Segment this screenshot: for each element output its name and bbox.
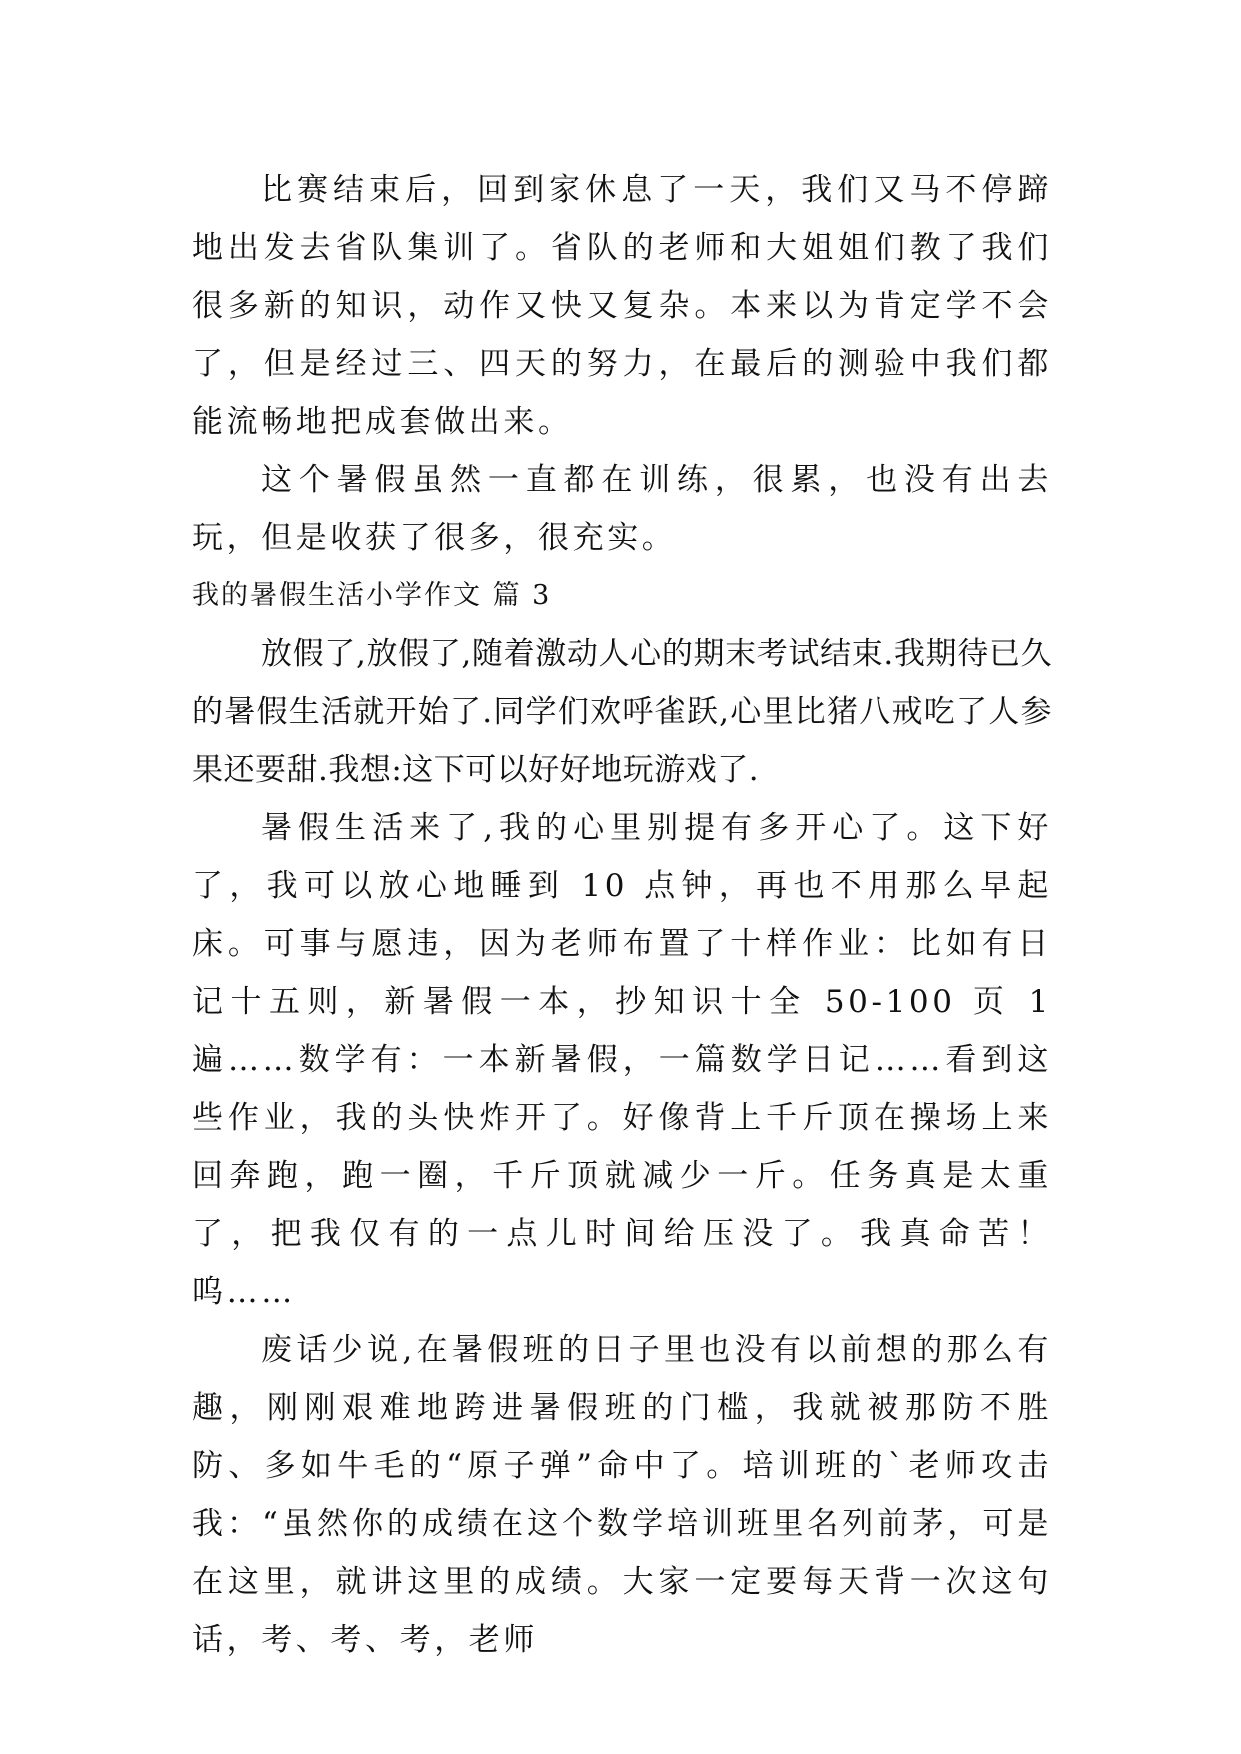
essay-heading: 我的暑假生活小学作文 篇 3 [192, 580, 552, 611]
paragraph-vacation-start: 放假了,放假了,随着激动人心的期末考试结束.我期待已久的暑假生活就开始了.同学们欢呼雀跃,心里比猪八戒吃了人参果还要甜.我想:这下可以好好地玩游戏了. [192, 636, 1052, 788]
paragraph-summer-class: 废话少说,在暑假班的日子里也没有以前想的那么有趣，刚刚艰难地跨进暑假班的门槛，我就被那防不胜防、多如牛毛的“原子弹”命中了。培训班的`老师攻击我：“虽然你的成绩在这个数学培训班里名列前茅，可是在这里，就讲这里的成绩。大家一定要每天背一次这句话，考、考、考，老师 [192, 1332, 1052, 1658]
paragraph-training-camp: 比赛结束后，回到家休息了一天，我们又马不停蹄地出发去省队集训了。省队的老师和大姐姐们教了我们很多新的知识，动作又快又复杂。本来以为肯定学不会了，但是经过三、四天的努力，在最后的测验中我们都能流畅地把成套做出来。 [192, 172, 1052, 440]
document-body [192, 161, 1052, 1669]
paragraph-homework: 暑假生活来了,我的心里别提有多开心了。这下好了，我可以放心地睡到 10 点钟，再也不用那么早起床。可事与愿违，因为老师布置了十样作业：比如有日记十五则，新暑假一本，抄知识十全 50-100 页 1 遍……数学有：一本新暑假，一篇数学日记……看到这些作业，我的头快炸开了。好像背上千斤顶在操场上来回奔跑，跑一圈，千斤顶就减少一斤。任务真是太重了，把我仅有的一点儿时间给压没了。我真命苦！呜…… [192, 810, 1052, 1310]
paragraph-summer-summary: 这个暑假虽然一直都在训练，很累，也没有出去玩，但是收获了很多，很充实。 [192, 462, 1052, 556]
